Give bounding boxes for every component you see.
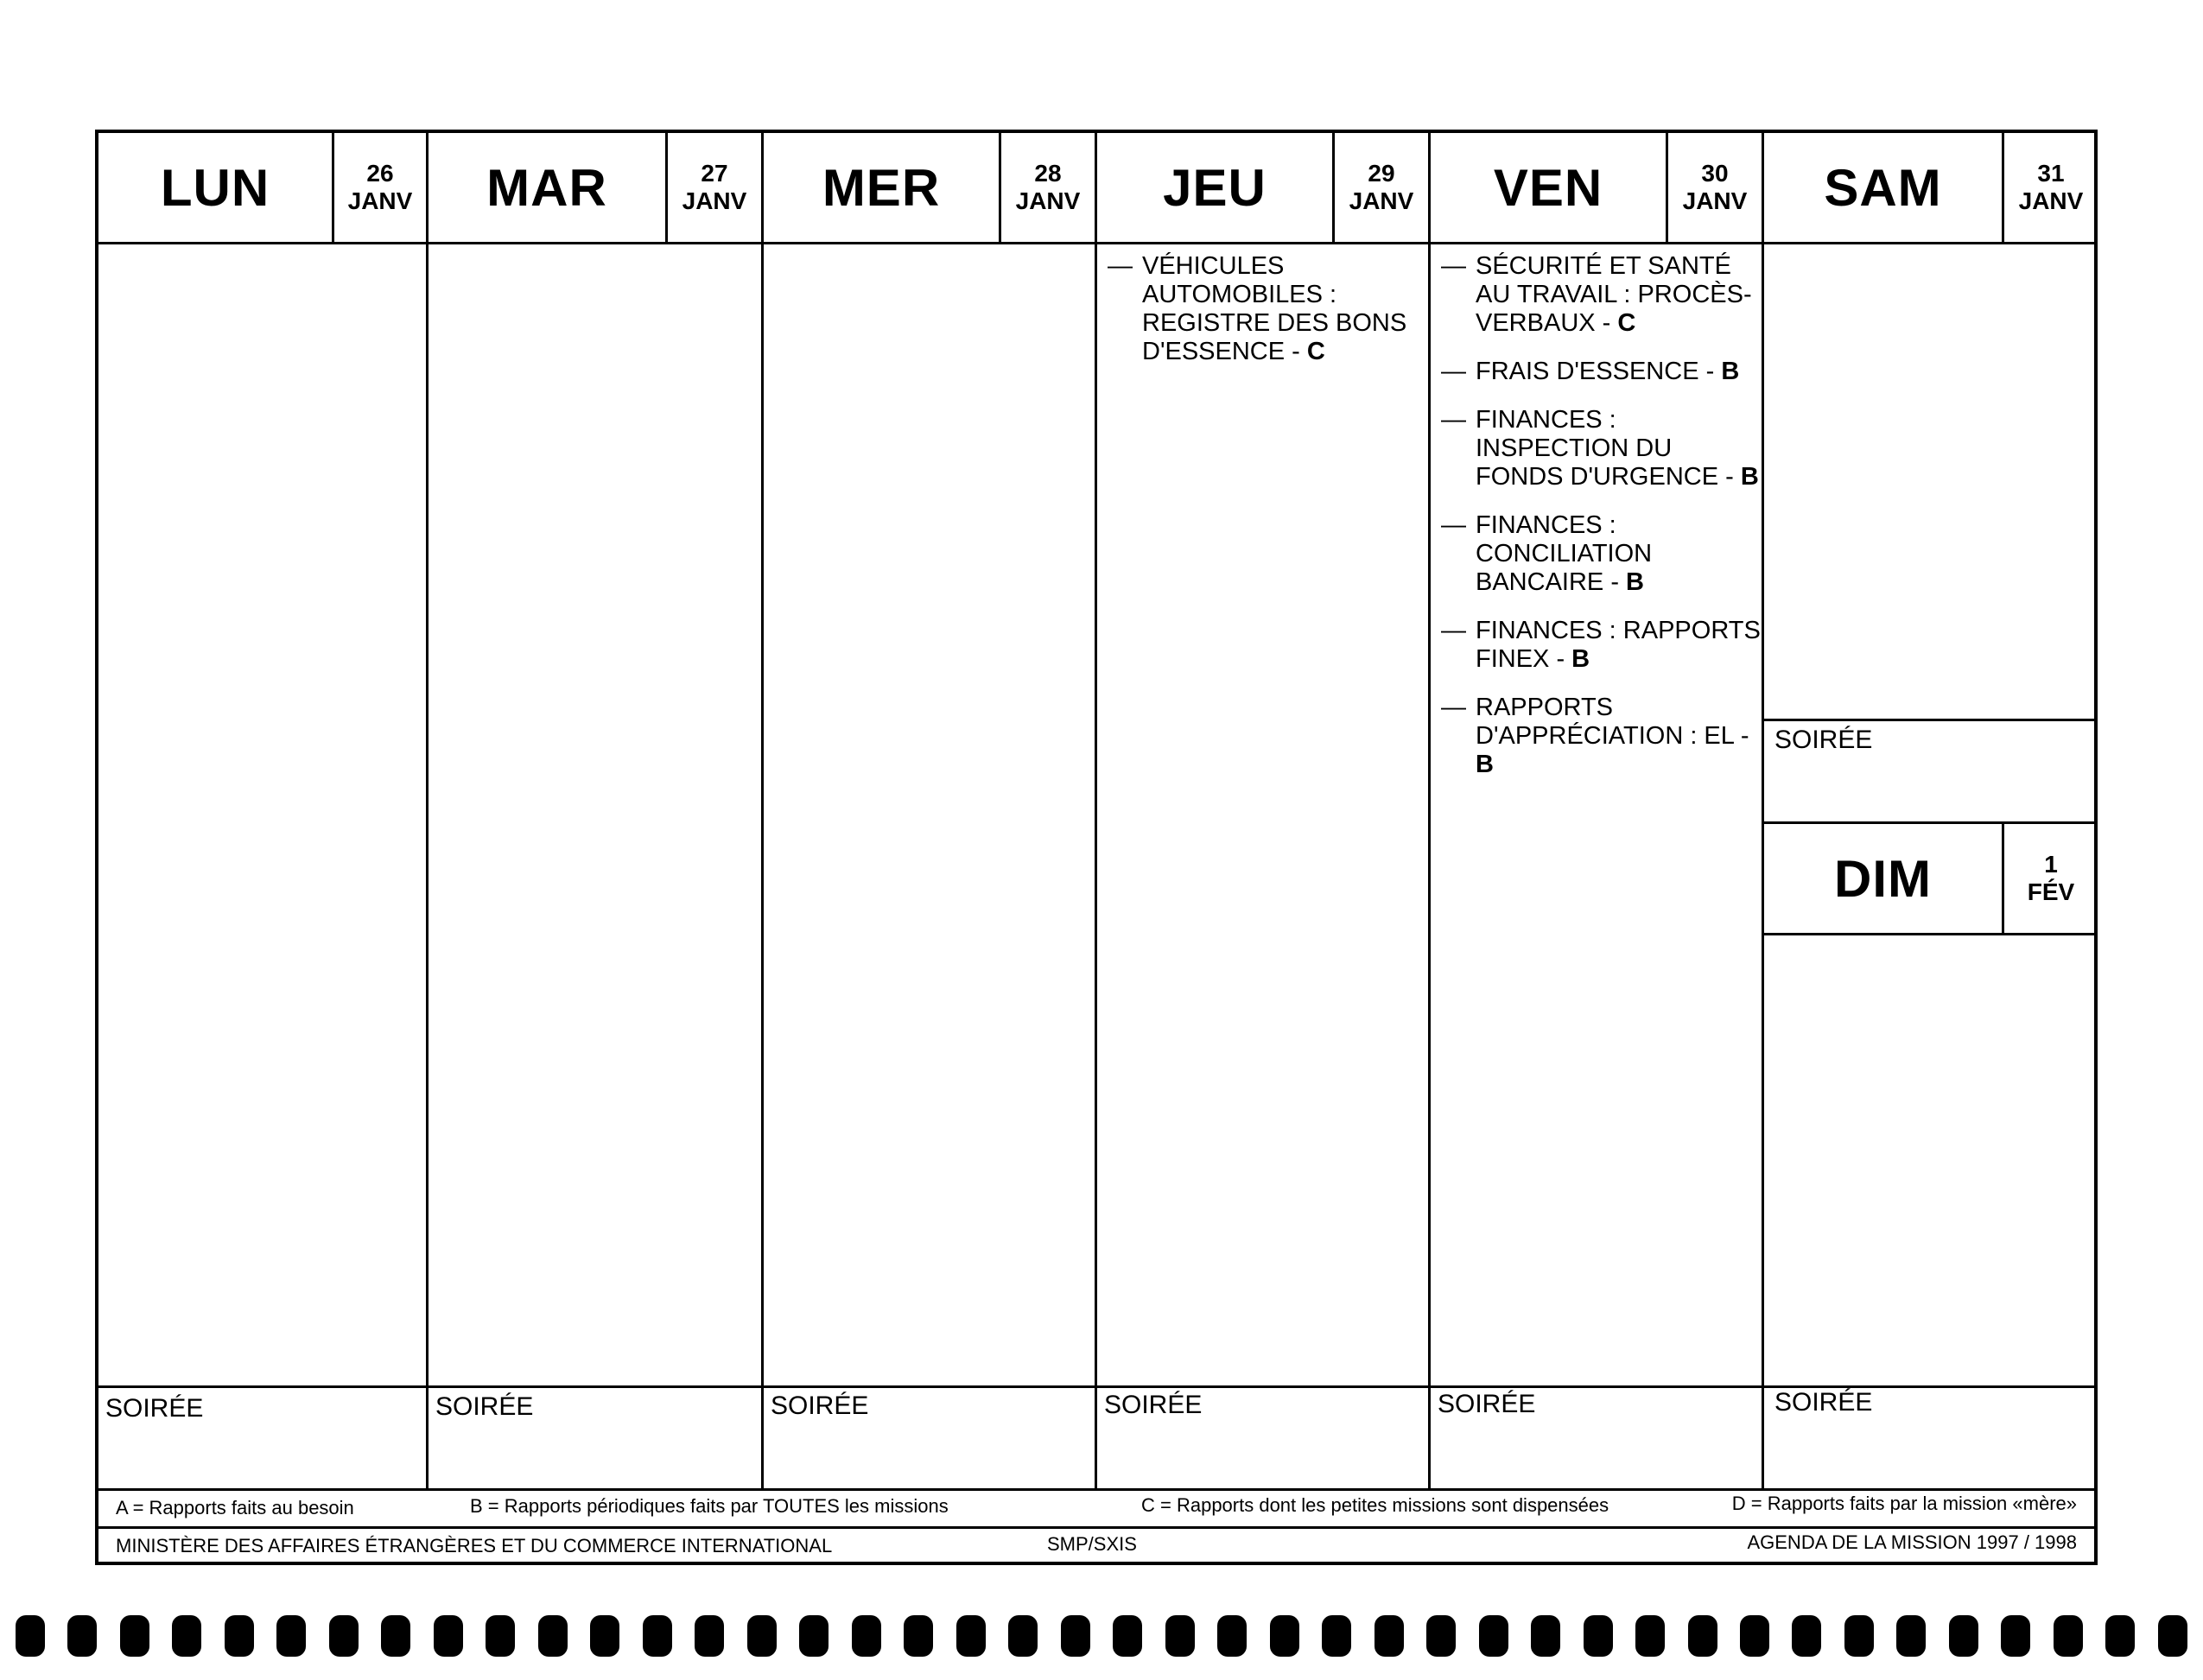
entry-text: RAPPORTS D'APPRÉCIATION : EL -	[1476, 694, 1749, 750]
binding-hole	[67, 1615, 97, 1657]
day-date-dim	[2004, 824, 2098, 933]
list-item	[1441, 617, 1761, 674]
day-number: 27	[701, 160, 728, 187]
day-number: 30	[1701, 160, 1729, 187]
entry-text: FINANCES : CONCILIATION BANCAIRE -	[1476, 511, 1653, 596]
list-item	[1441, 406, 1761, 491]
day-date-lun	[333, 133, 427, 242]
day-name-jeu: JEU	[1163, 158, 1267, 217]
footer-agenda: AGENDA DE LA MISSION 1997 / 1998	[1747, 1531, 2077, 1553]
binding-hole	[1426, 1615, 1456, 1657]
day-month: JANV	[1349, 187, 1414, 214]
binding-hole	[2105, 1615, 2135, 1657]
header-bottom-rule	[98, 242, 1762, 244]
dim-header-bottom-rule	[1764, 933, 2098, 935]
day-number: 29	[1368, 160, 1395, 187]
entry-code: B	[1571, 645, 1590, 673]
day-date-mar	[668, 133, 761, 242]
soiree-lun: SOIRÉE	[105, 1394, 204, 1423]
day-name-lun: LUN	[160, 158, 270, 217]
entry-text: VÉHICULES AUTOMOBILES : REGISTRE DES BONS D'ESSENCE -	[1142, 252, 1407, 365]
binding-holes	[0, 1615, 2203, 1658]
legend-d: D = Rapports faits par la mission «mère»	[1731, 1493, 2077, 1514]
binding-hole	[1322, 1615, 1351, 1657]
day-name-ven: VEN	[1493, 158, 1603, 217]
list-item	[1108, 252, 1424, 366]
footer-ministry: MINISTÈRE DES AFFAIRES ÉTRANGÈRES ET DU COMMERCE INTERNATIONAL	[116, 1535, 833, 1556]
day-month: FÉV	[2027, 878, 2075, 905]
binding-hole	[172, 1615, 201, 1657]
binding-hole	[2054, 1615, 2083, 1657]
day-date-mer	[1001, 133, 1095, 242]
binding-hole	[2158, 1615, 2187, 1657]
binding-hole	[1949, 1615, 1978, 1657]
binding-hole	[1844, 1615, 1874, 1657]
column-rule-3	[1095, 133, 1097, 1489]
sam-evening-rule	[1764, 719, 2098, 721]
legend-a: A = Rapports faits au besoin	[116, 1497, 354, 1518]
binding-hole	[1061, 1615, 1090, 1657]
binding-hole	[1584, 1615, 1613, 1657]
list-item	[1441, 358, 1761, 386]
footer-top-rule	[98, 1526, 2098, 1529]
legend-b: B = Rapports périodiques faits par TOUTES les missions	[470, 1495, 949, 1517]
entry-code: B	[1740, 463, 1759, 491]
column-rule-1	[426, 133, 429, 1489]
entry-text: FINANCES : RAPPORTS FINEX -	[1476, 617, 1761, 673]
binding-hole	[538, 1615, 568, 1657]
entry-code: C	[1306, 338, 1325, 365]
binding-hole	[1479, 1615, 1508, 1657]
column-rule-5	[1762, 133, 1764, 1489]
weekly-agenda-sheet	[95, 130, 2098, 1565]
day-number: 28	[1034, 160, 1062, 187]
day-number: 26	[366, 160, 394, 187]
day-name-sam: SAM	[1824, 158, 1942, 217]
header-bottom-rule-sam	[1762, 242, 2098, 244]
day-number: 1	[2044, 851, 2058, 878]
entry-text: FINANCES : INSPECTION DU FONDS D'URGENCE -	[1476, 406, 1741, 491]
binding-hole	[1792, 1615, 1821, 1657]
footer	[98, 1532, 2094, 1562]
binding-hole	[643, 1615, 672, 1657]
binding-hole	[1740, 1615, 1769, 1657]
legend	[98, 1494, 2094, 1524]
binding-hole	[434, 1615, 463, 1657]
binding-hole	[329, 1615, 359, 1657]
day-number: 31	[2037, 160, 2065, 187]
entry-code: C	[1617, 309, 1636, 337]
ven-entries	[1441, 252, 1761, 799]
entry-code: B	[1626, 568, 1644, 596]
binding-hole	[695, 1615, 724, 1657]
binding-hole	[16, 1615, 45, 1657]
binding-hole	[1113, 1615, 1142, 1657]
binding-hole	[1008, 1615, 1038, 1657]
binding-hole	[1374, 1615, 1404, 1657]
binding-hole	[1635, 1615, 1665, 1657]
binding-hole	[1165, 1615, 1195, 1657]
day-date-ven	[1668, 133, 1762, 242]
soiree-ven: SOIRÉE	[1438, 1390, 1536, 1418]
binding-hole	[904, 1615, 933, 1657]
binding-hole	[381, 1615, 410, 1657]
legend-top-rule	[98, 1488, 2098, 1491]
binding-hole	[1688, 1615, 1717, 1657]
binding-hole	[225, 1615, 254, 1657]
day-name-mer: MER	[822, 158, 941, 217]
entry-code: B	[1721, 358, 1740, 385]
list-item	[1441, 694, 1761, 779]
soiree-sam: SOIRÉE	[1774, 726, 1873, 754]
entry-text: FRAIS D'ESSENCE -	[1476, 358, 1722, 385]
binding-hole	[1896, 1615, 1926, 1657]
binding-hole	[1531, 1615, 1560, 1657]
soiree-dim: SOIRÉE	[1774, 1388, 1873, 1417]
binding-hole	[1270, 1615, 1299, 1657]
day-month: JANV	[1015, 187, 1081, 214]
list-item	[1441, 252, 1761, 338]
binding-hole	[276, 1615, 306, 1657]
binding-hole	[2001, 1615, 2030, 1657]
day-name-mar: MAR	[486, 158, 607, 217]
binding-hole	[799, 1615, 829, 1657]
day-date-sam	[2004, 133, 2098, 242]
legend-c: C = Rapports dont les petites missions sont dispensées	[1141, 1494, 1609, 1516]
day-month: JANV	[682, 187, 747, 214]
soiree-mar: SOIRÉE	[435, 1392, 534, 1421]
binding-hole	[590, 1615, 619, 1657]
footer-code: SMP/SXIS	[1047, 1533, 1137, 1555]
day-month: JANV	[347, 187, 413, 214]
entry-code: B	[1476, 751, 1494, 778]
binding-hole	[956, 1615, 986, 1657]
column-rule-2	[761, 133, 764, 1489]
column-rule-4	[1428, 133, 1431, 1489]
day-month: JANV	[2018, 187, 2084, 214]
list-item	[1441, 511, 1761, 597]
day-month: JANV	[1682, 187, 1748, 214]
day-date-jeu	[1335, 133, 1428, 242]
binding-hole	[852, 1615, 881, 1657]
jeu-entries	[1108, 252, 1424, 386]
binding-hole	[747, 1615, 777, 1657]
entry-text: SÉCURITÉ ET SANTÉ AU TRAVAIL : PROCÈS-VERBAUX -	[1476, 252, 1752, 337]
binding-hole	[120, 1615, 149, 1657]
binding-hole	[486, 1615, 515, 1657]
soiree-mer: SOIRÉE	[771, 1392, 869, 1420]
binding-hole	[1217, 1615, 1247, 1657]
day-name-dim: DIM	[1834, 849, 1932, 908]
soiree-jeu: SOIRÉE	[1104, 1391, 1203, 1419]
